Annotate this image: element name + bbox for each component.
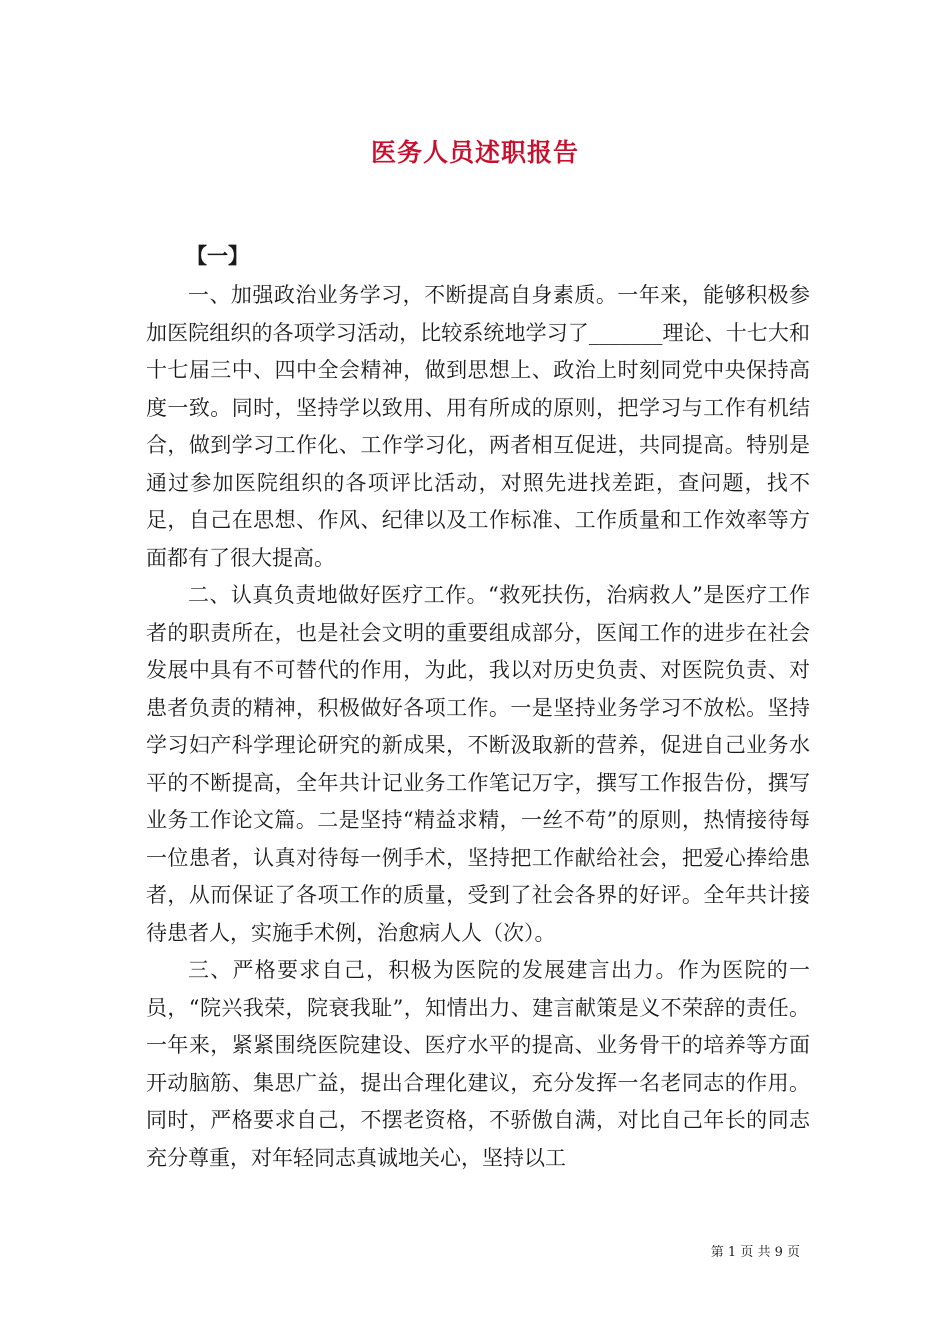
paragraph-3: 三、严格要求自己，积极为医院的发展建言出力。作为医院的一员，“院兴我荣，院衰我耻”，知情出力、建言献策是义不荣辞的责任。一年来，紧紧围绕医院建设、医疗水平的提高、业务骨干的培养等方面开动脑筋、集思广益，提出合理化建议，充分发挥一名老同志的作用。同时，严格要求自己，不摆老资格，不骄傲自满，对比自己年长的同志充分尊重，对年轻同志真诚地关心，坚持以工: [146, 958, 810, 1170]
section-label: 【一】: [186, 243, 249, 268]
document-body: [146, 277, 810, 1177]
page-title: 医务人员述职报告: [370, 138, 579, 167]
paragraph-2: 二、认真负责地做好医疗工作。“救死扶伤，治病救人”是医疗工作者的职责所在，也是社会文明的重要组成部分，医闻工作的进步在社会发展中具有不可替代的作用，为此，我以对历史负责、对医院负责、对患者负责的精神，积极做好各项工作。一是坚持业务学习不放松。坚持学习妇产科学理论研究的新成果，不断汲取新的营养，促进自己业务水平的不断提高，全年共计记业务工作笔记万字，撰写工作报告份，撰写业务工作论文篇。二是坚持“精益求精，一丝不苟”的原则，热情接待每一位患者，认真对待每一例手术，坚持把工作献给社会，把爱心捧给患者，从而保证了各项工作的质量，受到了社会各界的好评。全年共计接待患者人，实施手术例，治愈病人人（次）。: [146, 583, 810, 945]
paragraph-1: 一、加强政治业务学习，不断提高自身素质。一年来，能够积极参加医院组织的各项学习活动，比较系统地学习了_______理论、十七大和十七届三中、四中全会精神，做到思想上、政治上时刻同党中央保持高度一致。同时，坚持学以致用、用有所成的原则，把学习与工作有机结合，做到学习工作化、工作学习化，两者相互促进，共同提高。特别是通过参加医院组织的各项评比活动，对照先进找差距，查问题，找不足，自己在思想、作风、纪律以及工作标准、工作质量和工作效率等方面都有了很大提高。: [146, 283, 810, 570]
page-number: 第 1 页 共 9 页: [710, 1245, 800, 1260]
